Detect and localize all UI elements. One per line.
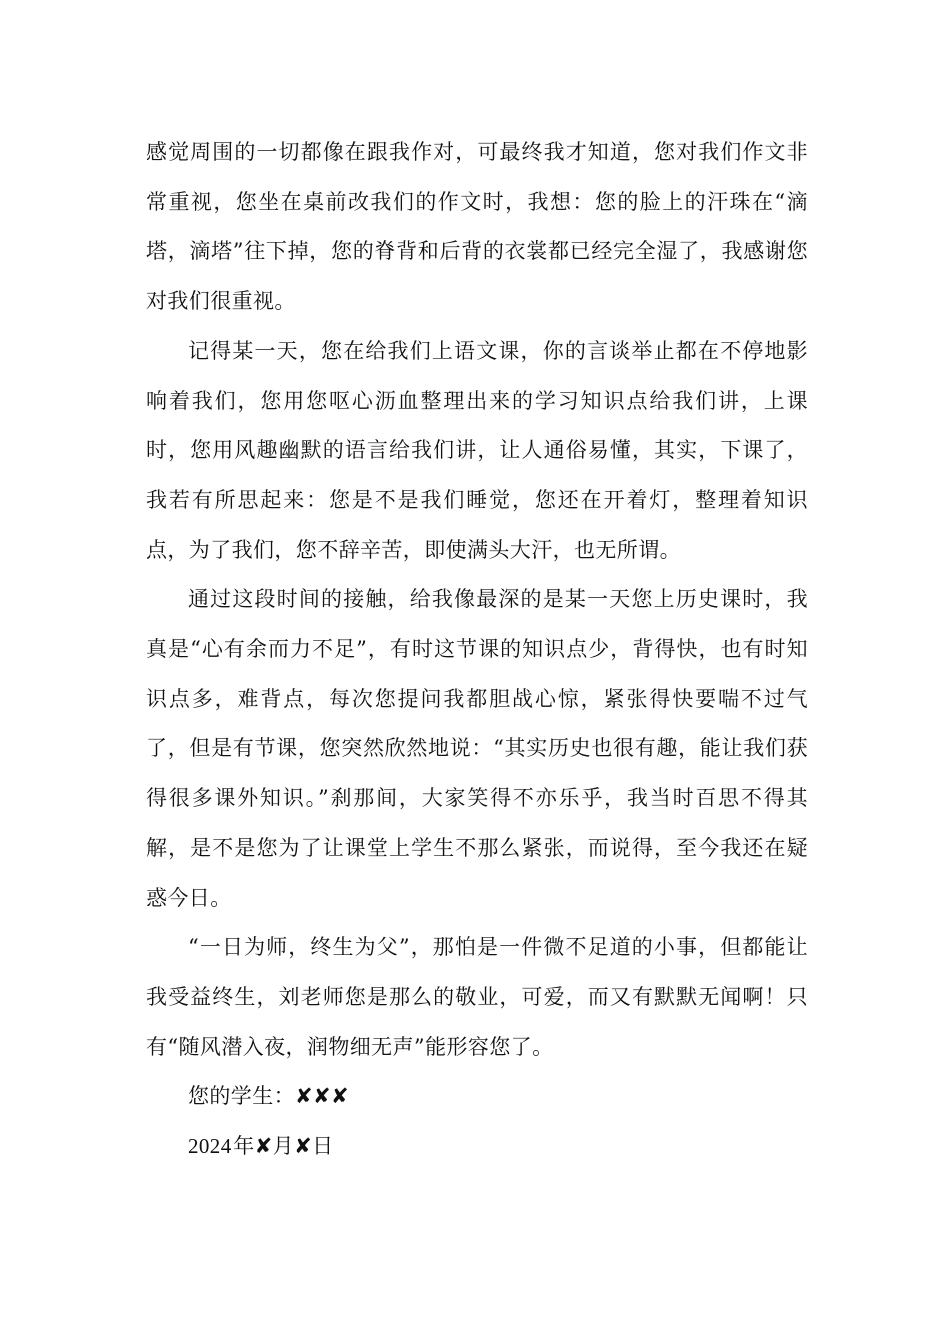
date-day-suffix: 日 [312, 1134, 334, 1159]
signature-label: 您的学生： [188, 1084, 295, 1109]
date-year: 2024 [188, 1134, 232, 1159]
signature-name: ✘✘✘ [295, 1084, 349, 1109]
date-year-suffix: 年 [233, 1134, 255, 1159]
date-month-suffix: 月 [272, 1134, 295, 1159]
date-month: ✘ [254, 1134, 273, 1159]
paragraph-3: 通过这段时间的接触，给我像最深的是某一天您上历史课时，我真是“心有余而力不足”，有时这节课的知识点少，背得快，也有时知识点多，难背点，每次您提问我都胆战心惊，紧张得快要喘不过气了，但是有节课，您突然欣然地说：“其实历史也很有趣，能让我们获得很多课外知识。”刹那间，大家笑得不亦乐乎，我当时百思不得其解，是不是您为了让课堂上学生不那么紧张，而说得，至今我还在疑惑今日。 [146, 587, 808, 910]
paragraph-2: 记得某一天，您在给我们上语文课，你的言谈举止都在不停地影响着我们，您用您呕心沥血整理出来的学习知识点给我们讲，上课时，您用风趣幽默的语言给我们讲，让人通俗易懂，其实，下课了，我若有所思起来：您是不是我们睡觉，您还在开着灯，整理着知识点，为了我们，您不辞辛苦，即使满头大汗，也无所谓。 [146, 338, 808, 562]
signature-line [146, 1072, 808, 1122]
date-day: ✘ [294, 1134, 313, 1159]
date-line [146, 1122, 808, 1172]
paragraph-1: 感觉周围的一切都像在跟我作对，可最终我才知道，您对我们作文非常重视，您坐在桌前改我们的作文时，我想：您的脸上的汗珠在“滴塔，滴塔”往下掉，您的脊背和后背的衣裳都已经完全湿了，我感谢您对我们很重视。 [146, 140, 808, 314]
paragraph-4: “一日为师，终生为父”，那怕是一件微不足道的小事，但都能让我受益终生，刘老师您是那么的敬业，可爱，而又有默默无闻啊！只有“随风潜入夜，润物细无声”能形容您了。 [146, 935, 808, 1059]
letter-body [146, 128, 808, 1172]
